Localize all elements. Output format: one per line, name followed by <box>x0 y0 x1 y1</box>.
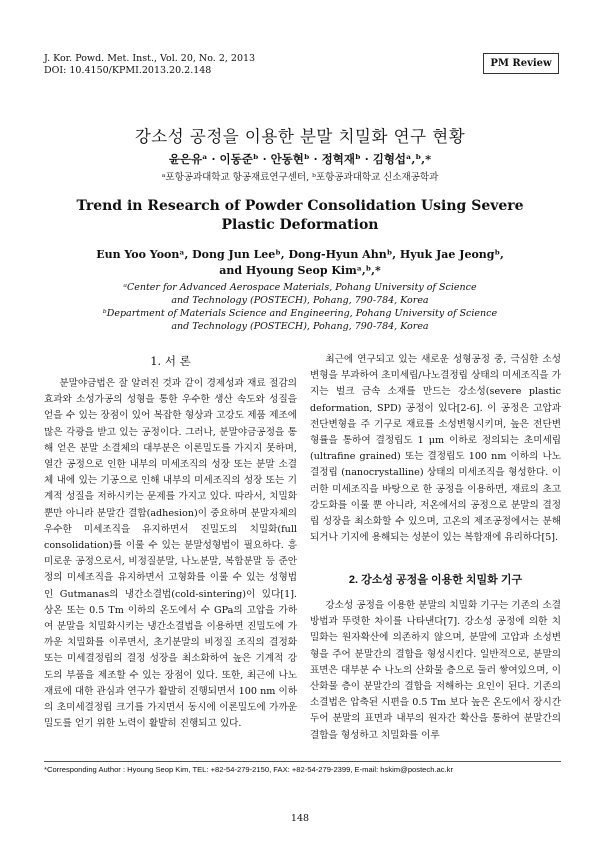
english-authors-line-1: Eun Yoo Yoonᵃ, Dong Jun Leeᵇ, Dong-Hyun Ahnᵇ, Hyuk Jae Jeongᵇ, <box>96 248 504 261</box>
footnote-divider <box>44 761 561 762</box>
section-2-heading: 2. 강소성 공정을 이용한 치밀화 기구 <box>348 574 523 586</box>
journal-citation <box>44 53 255 77</box>
english-authors-line-2: and Hyoung Seop Kimᵃ,ᵇ,* <box>219 264 381 277</box>
english-affiliations <box>100 281 500 333</box>
section-1-heading: 1. 서 론 <box>150 354 191 368</box>
introduction-paragraph: 분말야금법은 잘 알려진 것과 같이 경제성과 재료 절감의 효과와 소성가공의 성형을 통한 우수한 생산 속도와 성질을 얻을 수 있는 장점이 있어 복잡한 형상과 고강도 제품 제조에 많은 각광을 받고 있는 공정이다. 그러나, 분말야금공정을 통해 얻은 분말 소결체의 대부분은 이론밀도를 가지지 못하며, 열간 공정으로 인한 내부의 미세조직의 성장 또는 분말 소결체 내에 있는 기공으로 인해 내부의 미세조직의 성장 또는 기계적 성질을 저하시키는 문제를 가지고 있다. 따라서, 치밀화뿐만 아니라 분말간 결합(adhesion)이 중요하며 분말자체의 우수한 미세조직을 유지하면서 진밀도의 치밀화(full consolidation)를 이룰 수 있는 분말성형법이 필요하다. 흥미로운 공정으로서, 비정질분말, 나노분말, 복합분말 등 준안정의 미세조직을 유지하면서 고형화를 이룰 수 있는 성형법인 Gutmanas의 냉간소결법(cold-sintering)이 있다[1]. 상온 또는 0.5 Tm 이하의 온도에서 수 GPa의 고압을 가하여 분말을 치밀화시키는 냉간소결법을 이용하면 진밀도에 가까운 치밀화를 이루면서, 초기분말의 비정질 조직의 결정화 또는 미세결정립의 결정 성장을 최소화하여 높은 기계적 강도의 부품을 제조할 수 있는 장점이 있다. 또한, 최근에 나노재료에 대한 관심과 연구가 활발히 진행되면서 100 nm 이하의 초미세결정립 크기를 가지면서 동시에 이론밀도에 가까운 밀도를 얻기 위한 노력이 활발히 진행되고 있다. <box>44 378 297 730</box>
left-column <box>44 376 297 756</box>
mechanism-paragraph: 강소성 공정을 이용한 분말의 치밀화 기구는 기존의 소결 방법과 뚜렷한 차이를 나타낸다[7]. 강소성 공정에 의한 치밀화는 원자확산에 의존하지 않으며, 분말에 고압과 소성변형을 주어 분말간의 결합을 형성시킨다. 일반적으로, 분말의 표면은 대부분 수 나노의 산화물 층으로 둘러 쌓여있으며, 이 산화물 층이 분말간의 결합을 저해하는 요인이 된다. 기존의 소결법은 압축된 시편을 0.5 Tm 보다 높은 온도에서 장시간 두어 분말의 표면과 내부의 원자간 확산을 통하여 분말간의 결합을 형성하고 치밀화를 이루 <box>310 600 561 741</box>
journal-line: J. Kor. Powd. Met. Inst., Vol. 20, No. 2, 2013 <box>44 53 256 64</box>
english-title <box>60 197 540 235</box>
english-title-line-1: Trend in Research of Powder Consolidation Using Severe <box>76 198 524 214</box>
page-number: 148 <box>290 813 310 824</box>
korean-affiliations: ᵃ포항공과대학교 항공재료연구센터, ᵇ포항공과대학교 신소재공학과 <box>161 172 439 183</box>
right-column-bottom <box>310 598 561 756</box>
english-title-line-2: Plastic Deformation <box>221 217 379 233</box>
affiliation-a-line-1: ᵃCenter for Advanced Aerospace Materials, Pohang University of Science <box>123 282 477 293</box>
korean-title: 강소성 공정을 이용한 분말 치밀화 연구 현황 <box>134 127 466 146</box>
affiliation-b-line-2: and Technology (POSTECH), Pohang, 790-784, Korea <box>171 321 429 332</box>
english-authors <box>60 247 540 279</box>
right-column-top <box>310 352 561 564</box>
affiliation-a-line-2: and Technology (POSTECH), Pohang, 790-784, Korea <box>171 295 429 306</box>
affiliation-b-line-1: ᵇDepartment of Materials Science and Engineering, Pohang University of Science <box>102 308 498 319</box>
korean-authors: 윤은유ᵃ · 이동준ᵇ · 안동현ᵇ · 정혁재ᵇ · 김형섭ᵃ,ᵇ,* <box>168 152 432 166</box>
corresponding-author-footnote: *Corresponding Author : Hyoung Seop Kim, TEL: +82-54-279-2150, FAX: +82-54-279-2399, E-mail: hskim@postech.ac.kr <box>44 765 453 774</box>
doi-line: DOI: 10.4150/KPMI.2013.20.2.148 <box>44 65 212 76</box>
article-type-badge: PM Review <box>483 53 559 74</box>
spd-intro-paragraph: 최근에 연구되고 있는 새로운 성형공정 중, 극심한 소성변형을 부과하여 초미세립/나노결정립 상태의 미세조직을 가지는 벌크 금속 소재를 만드는 강소성(severe plastic deformation, SPD) 공정이 있다[2-6]. 이 공정은 고압과 전단변형을 주 기구로 재료를 소성변형시키며, 높은 전단변형률을 통하여 결정립도 1 μm 이하로 정의되는 초미세립(ultrafine grained) 또는 결정립도 100 nm 이하의 나노결정립 (nanocrystalline) 상태의 미세조직을 형성한다. 이러한 미세조직을 바탕으로 한 공정을 이용하면, 재료의 초고강도화를 이룰 뿐 아니라, 저온에서의 공정으로 분말의 결정립 성장을 최소화할 수 있으며, 고온의 제조공정에서는 분해되거나 기지에 용해되는 성분이 있는 복합재에 유리하다[5]. <box>310 354 561 544</box>
